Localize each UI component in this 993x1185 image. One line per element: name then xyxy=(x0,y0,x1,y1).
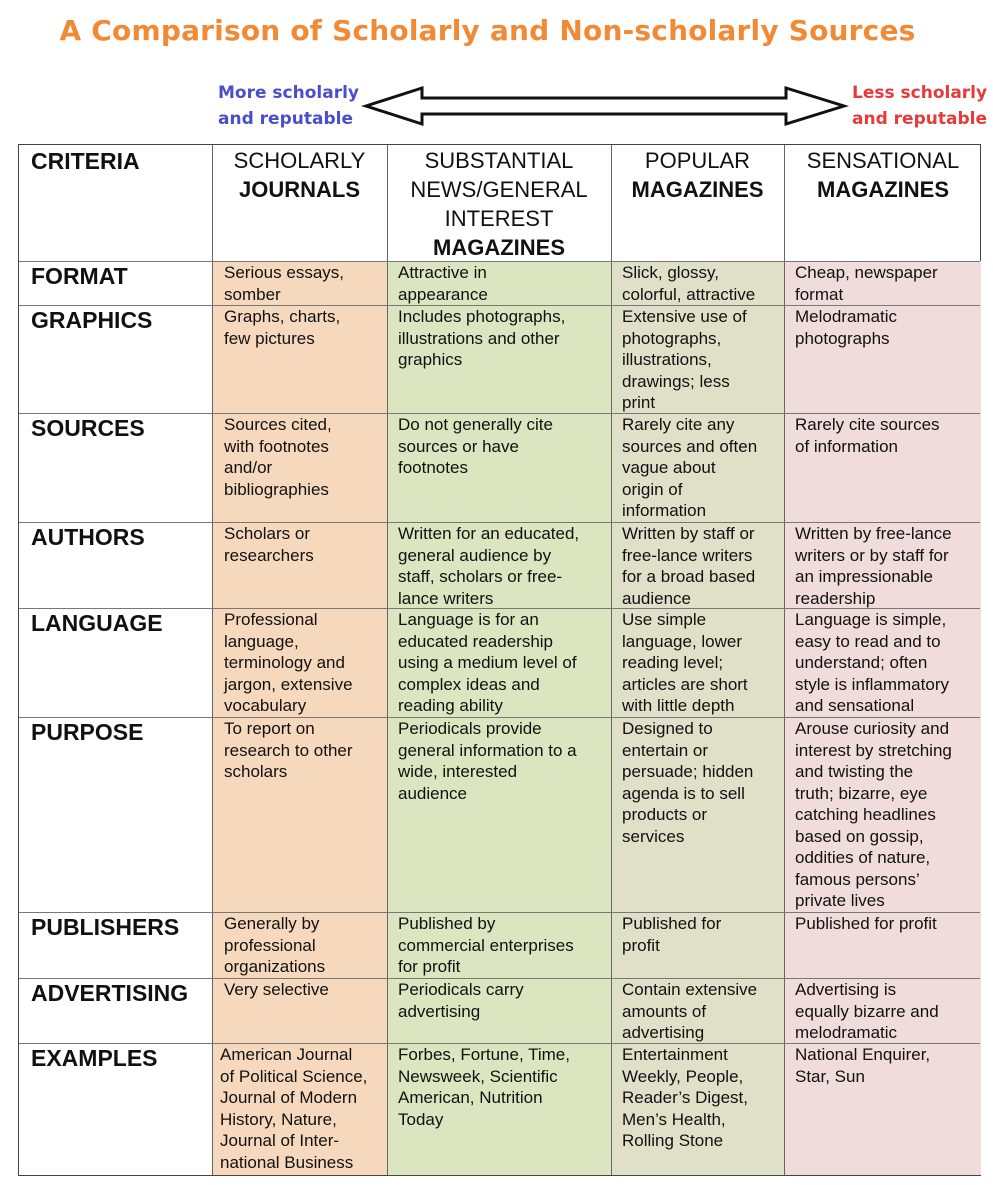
cell-line: few pictures xyxy=(224,328,315,348)
scholarly-cell xyxy=(224,979,389,1001)
scholarly-cell xyxy=(224,609,389,717)
cell-line: Designed to xyxy=(622,719,713,738)
popular-cell xyxy=(622,306,784,414)
cell-line: educated readership xyxy=(398,631,554,651)
substantial-cell xyxy=(398,913,610,978)
cell-line: American, Nutrition xyxy=(398,1088,543,1107)
cell-line: wide, interested xyxy=(398,762,518,781)
cell-line: and twisting the xyxy=(795,762,914,781)
criterion-label: PURPOSE xyxy=(31,719,144,745)
popular-cell xyxy=(622,979,784,1044)
scholarly-cell xyxy=(220,1044,385,1173)
cell-line: Advertising is xyxy=(795,980,897,999)
scholarly-cell xyxy=(224,414,389,500)
criterion-label: GRAPHICS xyxy=(31,307,153,333)
cell-line: articles are short xyxy=(622,674,748,694)
cell-line: Very selective xyxy=(224,980,329,999)
cell-line: Forbes, Fortune, Time, xyxy=(398,1045,570,1064)
header-line: SENSATIONAL xyxy=(806,148,960,173)
cell-line: and/or xyxy=(224,458,273,477)
cell-line: an impressionable xyxy=(795,567,933,586)
page-title: A Comparison of Scholarly and Non-scholarly Sources xyxy=(59,14,916,47)
sensational-cell xyxy=(795,1044,981,1087)
cell-line: print xyxy=(622,393,656,412)
cell-line: Generally by xyxy=(224,914,320,933)
cell-line: scholars xyxy=(224,762,288,781)
criterion-label: EXAMPLES xyxy=(31,1045,158,1071)
column-divider xyxy=(611,145,612,1175)
header-line: SCHOLARLY xyxy=(233,148,366,173)
cell-line: national Business xyxy=(220,1152,354,1172)
criterion-label: AUTHORS xyxy=(31,524,145,550)
cell-line: oddities of nature, xyxy=(795,848,931,867)
scholarly-cell xyxy=(224,306,389,349)
sensational-cell xyxy=(795,979,981,1044)
comparison-table xyxy=(18,144,981,1176)
cell-line: Language is for an xyxy=(398,610,539,629)
header-line: POPULAR xyxy=(644,148,751,173)
cell-line: easy to read and to xyxy=(795,631,941,651)
cell-line: professional xyxy=(224,935,316,955)
cell-line: style is inflammatory xyxy=(795,674,949,694)
popular-cell xyxy=(622,609,784,717)
cell-line: and sensational xyxy=(795,696,915,715)
cell-line: reading ability xyxy=(398,696,503,715)
cell-line: entertain or xyxy=(622,740,708,760)
cell-line: of Political Science, xyxy=(220,1066,368,1086)
cell-line: audience xyxy=(398,783,468,803)
substantial-cell xyxy=(398,1044,610,1130)
cell-line: reading level; xyxy=(622,653,724,672)
cell-line: of information xyxy=(795,436,898,456)
cell-line: Professional xyxy=(224,610,318,629)
cell-line: profit xyxy=(622,935,660,955)
cell-line: language, lower xyxy=(622,631,743,651)
header-line: JOURNALS xyxy=(238,177,360,202)
cell-line: research to other xyxy=(224,740,353,760)
sensational-cell xyxy=(795,718,981,912)
substantial-cell xyxy=(398,609,610,717)
cell-line: advertising xyxy=(398,1001,481,1021)
cell-line: Today xyxy=(398,1109,444,1129)
scholarly-cell xyxy=(224,913,389,978)
more-scholarly-line2: and reputable xyxy=(218,109,353,129)
cell-line: Graphs, charts, xyxy=(224,307,341,326)
cell-line: Periodicals provide xyxy=(398,719,542,738)
cell-line: vague about xyxy=(622,458,716,477)
cell-line: drawings; less xyxy=(622,371,730,391)
scholarly-cell xyxy=(224,718,389,783)
cell-line: Reader’s Digest, xyxy=(622,1088,748,1107)
cell-line: footnotes xyxy=(398,458,468,477)
criterion-label: SOURCES xyxy=(31,415,145,441)
cell-line: with footnotes xyxy=(224,436,329,456)
scholarly-cell xyxy=(224,262,389,305)
cell-line: Sources cited, xyxy=(224,415,332,434)
substantial-magazines-header xyxy=(387,146,611,262)
cell-line: Scholars or xyxy=(224,524,310,543)
cell-line: Cheap, newspaper xyxy=(795,263,938,282)
cell-line: staff, scholars or free- xyxy=(398,567,563,586)
cell-line: somber xyxy=(224,284,281,304)
cell-line: format xyxy=(795,284,844,304)
popular-cell xyxy=(622,718,784,847)
header-line: MAGAZINES xyxy=(631,177,764,202)
substantial-cell xyxy=(398,306,610,371)
cell-line: Language is simple, xyxy=(795,610,947,629)
cell-line: Includes photographs, xyxy=(398,307,566,326)
cell-line: jargon, extensive xyxy=(224,674,353,694)
cell-line: advertising xyxy=(622,1023,705,1042)
cell-line: interest by stretching xyxy=(795,740,952,760)
cell-line: famous persons’ xyxy=(795,869,920,889)
cell-line: truth; bizarre, eye xyxy=(795,783,928,803)
cell-line: Contain extensive xyxy=(622,980,758,999)
cell-line: general audience by xyxy=(398,545,552,565)
substantial-cell xyxy=(398,262,610,305)
cell-line: bibliographies xyxy=(224,479,329,499)
cell-line: Slick, glossy, xyxy=(622,263,719,282)
double-arrow-icon xyxy=(360,84,850,128)
cell-line: amounts of xyxy=(622,1001,707,1021)
criterion-label: LANGUAGE xyxy=(31,610,163,636)
cell-line: products or xyxy=(622,805,708,824)
cell-line: Weekly, People, xyxy=(622,1066,744,1086)
cell-line: Melodramatic xyxy=(795,307,898,326)
sensational-cell xyxy=(795,262,981,305)
cell-line: Entertainment xyxy=(622,1045,728,1064)
more-scholarly-line1: More scholarly xyxy=(218,83,359,103)
cell-line: Published by xyxy=(398,914,496,933)
cell-line: services xyxy=(622,826,685,846)
cell-line: Arouse curiosity and xyxy=(795,719,950,738)
cell-line: vocabulary xyxy=(224,696,307,715)
cell-line: complex ideas and xyxy=(398,674,540,694)
cell-line: American Journal xyxy=(220,1045,353,1064)
scholarly-cell xyxy=(224,523,389,566)
sensational-cell xyxy=(795,523,981,609)
cell-line: sources and often xyxy=(622,436,758,456)
cell-line: catching headlines xyxy=(795,805,936,824)
cell-line: information xyxy=(622,501,707,520)
cell-line: general information to a xyxy=(398,740,577,760)
cell-line: melodramatic xyxy=(795,1023,898,1042)
cell-line: Rolling Stone xyxy=(622,1131,724,1150)
more-scholarly-label xyxy=(218,80,359,132)
cell-line: To report on xyxy=(224,719,315,738)
sensational-cell xyxy=(795,913,981,935)
substantial-cell xyxy=(398,523,610,609)
cell-line: National Enquirer, xyxy=(795,1045,931,1064)
cell-line: Written by free-lance xyxy=(795,524,952,543)
cell-line: terminology and xyxy=(224,653,345,672)
header-line: MAGAZINES xyxy=(433,235,565,260)
popular-magazines-header xyxy=(611,146,784,204)
popular-cell xyxy=(622,1044,784,1152)
cell-line: Written for an educated, xyxy=(398,524,580,543)
cell-line: illustrations, xyxy=(622,350,712,369)
cell-line: with little depth xyxy=(622,696,735,715)
cell-line: graphics xyxy=(398,350,463,369)
popular-cell xyxy=(622,913,784,956)
cell-line: colorful, attractive xyxy=(622,284,756,304)
criterion-label: PUBLISHERS xyxy=(31,914,180,940)
cell-line: using a medium level of xyxy=(398,653,577,672)
cell-line: Periodicals carry xyxy=(398,980,524,999)
less-scholarly-line1: Less scholarly xyxy=(852,83,988,103)
cell-line: History, Nature, xyxy=(220,1109,337,1129)
cell-line: illustrations and other xyxy=(398,328,560,348)
cell-line: understand; often xyxy=(795,653,928,672)
popular-cell xyxy=(622,414,784,522)
cell-line: persuade; hidden xyxy=(622,762,754,781)
cell-line: Journal of Inter- xyxy=(220,1131,340,1150)
cell-line: photographs xyxy=(795,328,890,348)
cell-line: Extensive use of xyxy=(622,307,747,326)
criterion-label: FORMAT xyxy=(31,263,128,289)
cell-line: Newsweek, Scientific xyxy=(398,1066,558,1086)
cell-line: readership xyxy=(795,588,876,608)
sensational-magazines-header xyxy=(784,146,982,204)
header-line: MAGAZINES xyxy=(817,177,949,202)
column-divider xyxy=(212,145,213,1175)
cell-line: appearance xyxy=(398,284,488,304)
sensational-cell xyxy=(795,414,981,457)
less-scholarly-line2: and reputable xyxy=(852,109,987,129)
cell-line: Published for profit xyxy=(795,914,937,933)
cell-line: equally bizarre and xyxy=(795,1001,939,1021)
header-line: NEWS/GENERAL xyxy=(410,177,588,202)
cell-line: Men’s Health, xyxy=(622,1109,726,1129)
header-line: SUBSTANTIAL xyxy=(424,148,574,173)
cell-line: agenda is to sell xyxy=(622,783,745,803)
cell-line: Published for xyxy=(622,914,722,933)
cell-line: audience xyxy=(622,588,692,608)
substantial-cell xyxy=(398,979,610,1022)
cell-line: researchers xyxy=(224,545,314,565)
cell-line: Written by staff or xyxy=(622,524,755,543)
cell-line: lance writers xyxy=(398,588,494,608)
cell-line: commercial enterprises xyxy=(398,935,574,955)
cell-line: Journal of Modern xyxy=(220,1088,358,1107)
cell-line: for a broad based xyxy=(622,567,756,586)
cell-line: based on gossip, xyxy=(795,826,924,846)
cell-line: origin of xyxy=(622,479,683,499)
cell-line: Rarely cite any xyxy=(622,415,735,434)
cell-line: private lives xyxy=(795,891,885,910)
cell-line: Serious essays, xyxy=(224,263,344,282)
criterion-label: ADVERTISING xyxy=(31,980,189,1006)
popular-cell xyxy=(622,523,784,609)
cell-line: Do not generally cite xyxy=(398,415,553,434)
column-divider xyxy=(784,145,785,1175)
substantial-cell xyxy=(398,718,610,804)
cell-line: free-lance writers xyxy=(622,545,753,565)
cell-line: language, xyxy=(224,631,299,651)
popular-cell xyxy=(622,262,784,305)
scholarly-journals-header xyxy=(212,146,387,204)
cell-line: organizations xyxy=(224,957,326,976)
header-line: INTEREST xyxy=(444,206,554,231)
sensational-cell xyxy=(795,609,981,717)
cell-line: writers or by staff for xyxy=(795,545,949,565)
cell-line: for profit xyxy=(398,957,461,976)
cell-line: Rarely cite sources xyxy=(795,415,940,434)
less-scholarly-label xyxy=(852,80,987,132)
substantial-cell xyxy=(398,414,610,479)
sensational-cell xyxy=(795,306,981,349)
cell-line: Use simple xyxy=(622,610,707,629)
cell-line: Star, Sun xyxy=(795,1066,865,1086)
cell-line: Attractive in xyxy=(398,263,487,282)
cell-line: photographs, xyxy=(622,328,722,348)
criteria-header: CRITERIA xyxy=(31,148,140,174)
cell-line: sources or have xyxy=(398,436,519,456)
